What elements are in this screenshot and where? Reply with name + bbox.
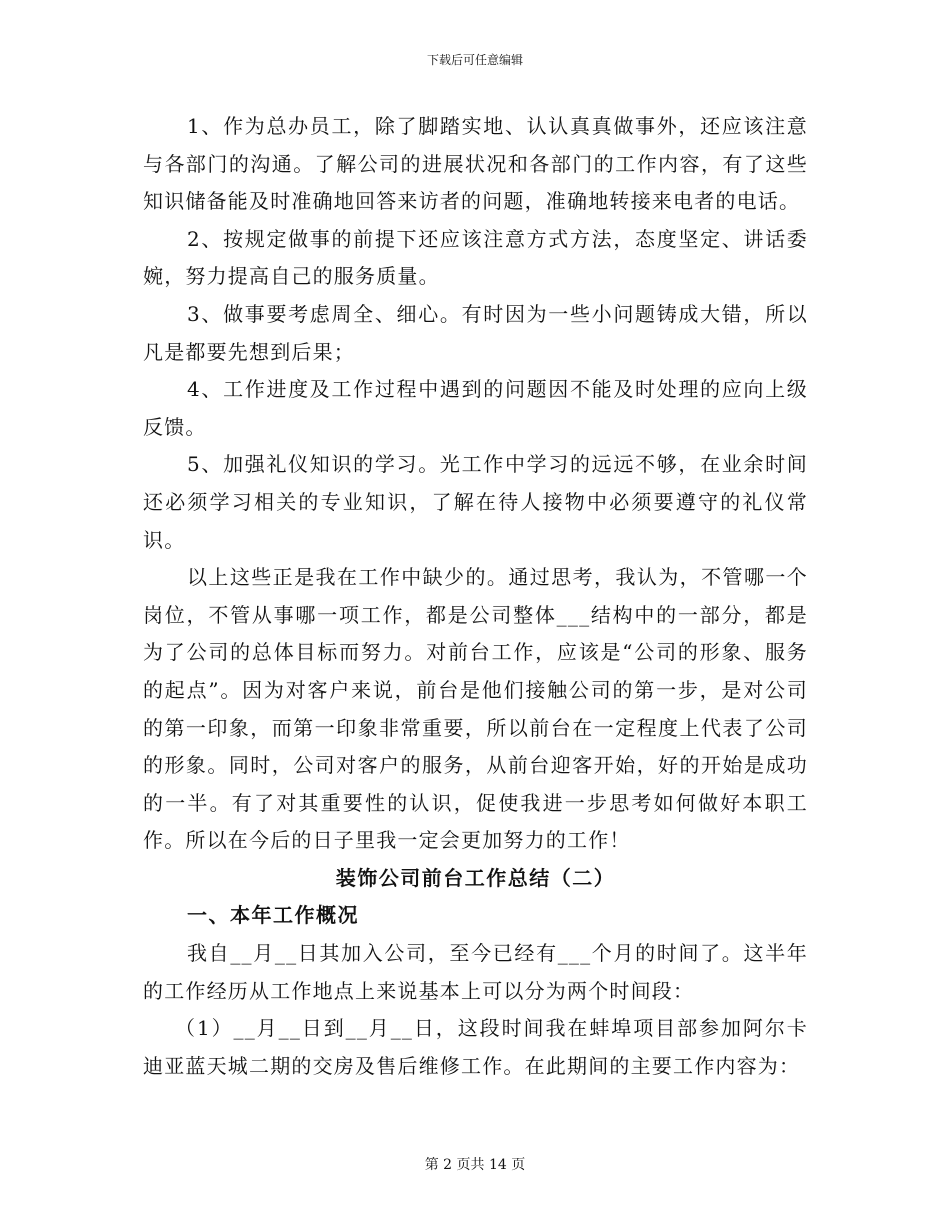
paragraph-item-3: 3、做事要考虑周全、细心。有时因为一些小问题铸成大错，所以凡是都要先想到后果； bbox=[143, 301, 808, 364]
paragraph-item-2: 2、按规定做事的前提下还应该注意方式方法，态度坚定、讲话委婉，努力提高自己的服务质量。 bbox=[143, 226, 808, 289]
paragraph-item-4: 4、工作进度及工作过程中遇到的问题因不能及时处理的应向上级反馈。 bbox=[143, 377, 808, 439]
page-header: 下载后可任意编辑 bbox=[426, 53, 523, 67]
page-footer: 第 2 页共 14 页 bbox=[424, 1157, 526, 1173]
paragraph-work-overview: 我自__月__日其加入公司，至今已经有___个月的时间了。这半年的工作经历从工作地点上来说基本上可以分为两个时间段： bbox=[143, 941, 808, 1003]
section-title: 装饰公司前台工作总结（二） bbox=[335, 865, 616, 890]
paragraph-item-1: 1、作为总办员工，除了脚踏实地、认认真真做事外，还应该注意与各部门的沟通。了解公司的进展状况和各部门的工作内容，有了这些知识储备能及时准确地回答来访者的问题，准确地转接来电者的电话。 bbox=[143, 114, 808, 214]
subsection-title: 一、本年工作概况 bbox=[187, 903, 359, 928]
document-body bbox=[143, 108, 808, 1085]
paragraph-item-5: 5、加强礼仪知识的学习。光工作中学习的远远不够，在业余时间还必须学习相关的专业知识，了解在待人接物中必须要遵守的礼仪常识。 bbox=[143, 452, 808, 552]
paragraph-period-1: （1）__月__日到__月__日，这段时间我在蚌埠项目部参加阿尔卡迪亚蓝天城二期的交房及售后维修工作。在此期间的主要工作内容为： bbox=[143, 1016, 808, 1078]
paragraph-summary: 以上这些正是我在工作中缺少的。通过思考，我认为，不管哪一个岗位，不管从事哪一项工作，都是公司整体___结构中的一部分，都是为了公司的总体目标而努力。对前台工作，应该是“公司的形象、服务的起点”。因为对客户来说，前台是他们接触公司的第一步，是对公司的第一印象，而第一印象非常重要，所以前台在一定程度上代表了公司的形象。同时，公司对客户的服务，从前台迎客开始，好的开始是成功的一半。有了对其重要性的认识，促使我进一步思考如何做好本职工作。所以在今后的日子里我一定会更加努力的工作！ bbox=[143, 565, 808, 853]
